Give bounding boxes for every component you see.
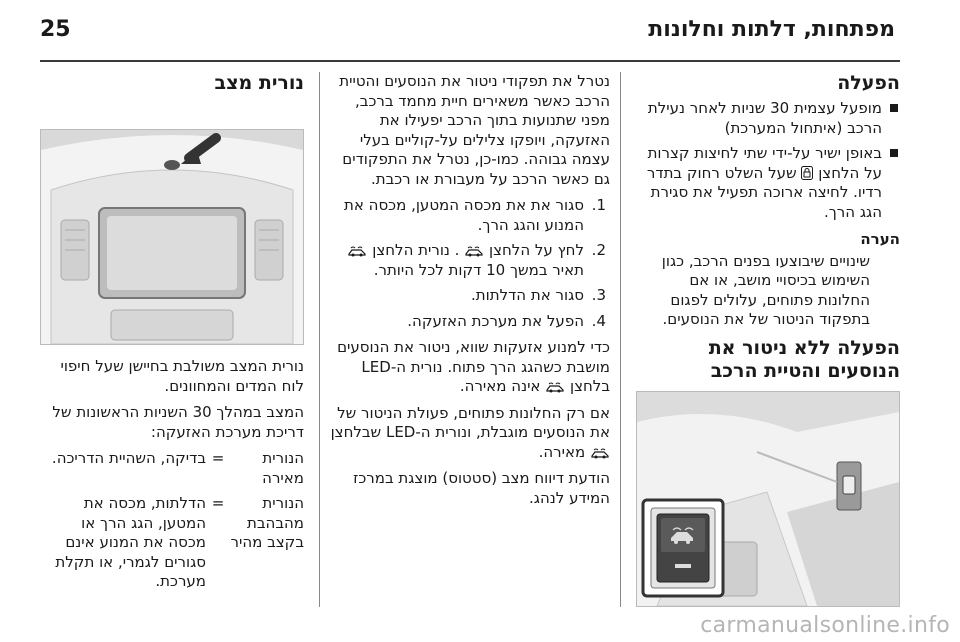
square-bullet-icon [890,104,898,112]
watermark: carmanualsonline.info [700,613,950,638]
table-row [40,449,304,494]
activation-heading: הפעלה [837,72,900,94]
list-item [634,144,900,222]
bullet-text: מופעל עצמית 30 שניות לאחר נעילת הרכב (איתחול המערכת) [647,99,882,137]
column-divider-left [319,72,320,607]
list-item [328,196,610,235]
state-cell: הנורית מאירה [262,449,304,487]
windows-text-post: מאירה. [538,442,586,461]
step-text-post: תאיר במשך 10 דקות לכל היותר. [373,260,584,279]
list-item [328,241,610,280]
step-number: 4. [591,311,606,330]
activation-bullets [634,99,900,222]
step-number: 2. [591,241,606,259]
bullet-text-pre: באופן ישיר על-ידי שתי לחיצות קצרות על הלחצן [647,144,882,182]
header-rule [40,60,900,62]
car-sensor-button-figure [636,391,900,607]
status-desc-1: נורית המצב משולבת בחיישן שעל חיפוי לוח המדים והמחוונים. [60,357,304,395]
intro-paragraph: נטרל את תפקודי ניטור את הנוסעים והטיית הרכב כאשר משאירים חיית מחמד ברכב, מפני שתנועות בתוך הרכב יפעילו את האזעקה, ויופקו צלילים על-קוליים בעלי עצמה גבוהה. כמו-כן, נטרל את התפקודים גם כאשר הרכב על מעבורת או רכבת. [339,72,610,188]
no-monitor-heading: הפעלה ללא ניטור את הנוסעים והטיית הרכב [708,336,900,382]
step-text-pre: לחץ על הלחצן [489,241,584,259]
step-number: 3. [591,286,606,304]
meaning-cell: הדלתות, מכסה את המטען, הגג הרך או מכסה את המנוע אינם סגורים לגמרי, או תקלת מערכת. [55,494,206,590]
equals-cell: = [211,494,225,512]
bullet-text-post: שעל השלט רחוק בתדר רדיו. לחיצה ארוכה תפעיל את סגירת הגג הרך. [646,163,882,221]
step-number: 1. [591,196,606,214]
status-meaning-table [40,449,304,598]
left-column [40,72,304,598]
note-text: שינויים שיבוצעו בפנים הרכב, כגון השימוש בכיסויי מושב, או אם החלונות פתוחים, עלולים לפגום בתפקוד הניטור של את הנוסעים. [661,251,870,328]
status-light-heading: נורית מצב [214,72,304,94]
procedure-steps [328,196,610,331]
right-column [634,72,900,607]
table-row [40,494,304,598]
status-desc-2: המצב במהלך 30 השניות הראשונות של דריכת מערכת האזעקה: [52,403,304,441]
list-item [328,312,610,332]
status-text-post: אינה מאירה. [459,377,541,395]
meaning-cell: בדיקה, השהיית הדריכה. [51,449,206,467]
equals-cell: = [211,449,225,467]
step-text: הפעל את מערכת האזעקה. [407,311,584,330]
column-divider-right [620,72,621,607]
square-bullet-icon [890,149,898,157]
page-header [0,0,960,62]
car-tilt-button-icon [545,381,565,393]
car-tilt-button-icon [590,447,610,459]
message-paragraph: הודעת דיווח מצב (סטטוס) מוצגת במרכז המידע לנהג. [353,469,610,507]
windows-paragraph [328,404,610,463]
windows-text-pre: אם רק החלונות פתוחים, פעולת הניטור של את הנוסעים מוגבלת, ונורית ה-LED שבלחצן [330,403,610,441]
page-number: 25 [40,17,71,42]
status-paragraph [328,338,610,397]
dashboard-led-figure [40,129,304,345]
car-tilt-button-icon [347,245,367,257]
status-text-pre: כדי למנוע אזעקות שווא, ניטור את הנוסעים מושבת כשהגג הרך פתוח. נורית ה-LED בלחצן [337,338,610,395]
state-cell: הנורית מהבהבת בקצב מהיר [230,494,304,551]
note-heading: הערה [860,230,900,248]
car-tilt-button-icon [464,245,484,257]
padlock-button-icon [801,166,813,180]
middle-column [328,72,610,515]
step-text-mid: . נורית הלחצן [372,241,460,259]
list-item [634,99,900,138]
step-text: סגור את את מכסה המטען, מכסה את המנוע והגג הרך. [344,196,584,234]
page-title: מפתחות, דלתות וחלונות [648,17,895,42]
step-text: סגור את הדלתות. [471,286,584,304]
list-item [328,286,610,306]
